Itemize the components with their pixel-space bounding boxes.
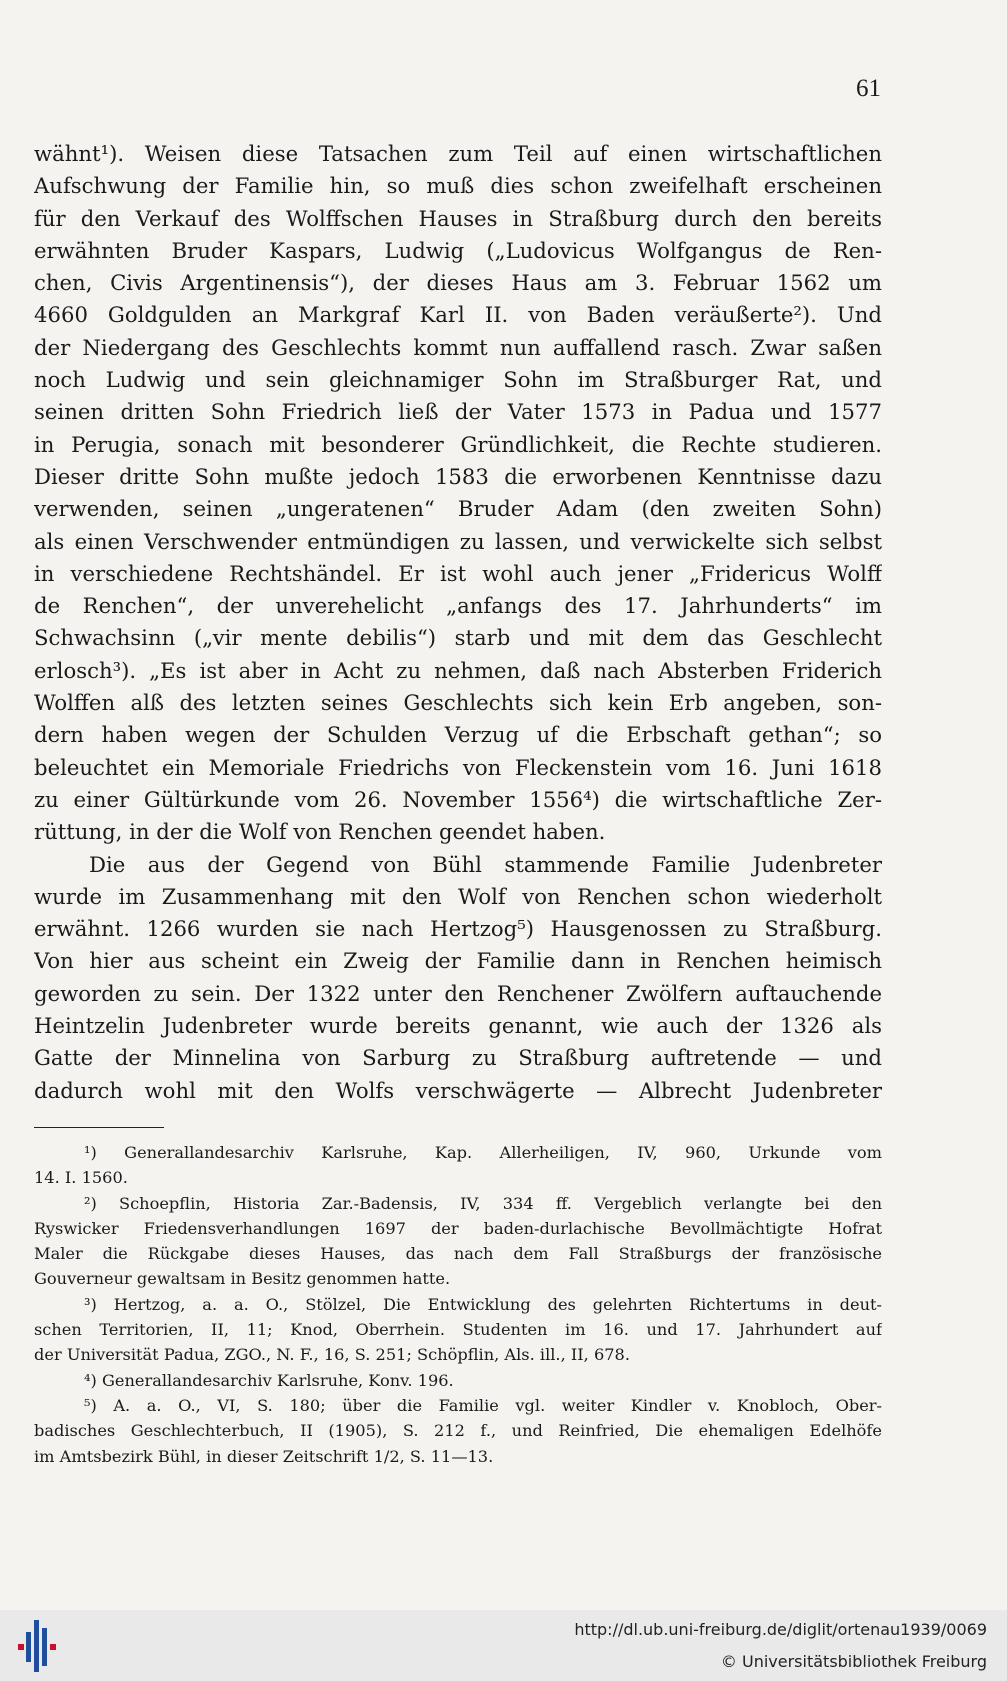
viewer-footer-bar xyxy=(0,1610,1007,1681)
text-line: in Perugia, sonach mit besonderer Gründlichkeit, die Rechte studieren. xyxy=(34,431,882,457)
text-line: wurde im Zusammenhang mit den Wolf von Renchen schon wiederholt xyxy=(34,883,882,909)
text-line: Aufschwung der Familie hin, so muß dies schon zweifelhaft erscheinen xyxy=(34,173,882,199)
text-line: noch Ludwig und sein gleichnamiger Sohn im Straßburger Rat, und xyxy=(34,367,882,393)
footnote-line: Maler die Rückgabe dieses Hauses, das nach dem Fall Straßburgs der französische xyxy=(34,1244,882,1264)
text-line: de Renchen“, der unverehelicht „anfangs des 17. Jahrhunderts“ im xyxy=(34,593,882,619)
text-line: dadurch wohl mit den Wolfs verschwägerte — Albrecht Judenbreter xyxy=(34,1077,882,1103)
text-line: Wolffen alß des letzten seines Geschlechts sich kein Erb angeben, son- xyxy=(34,690,882,716)
text-line: wähnt¹). Weisen diese Tatsachen zum Teil auf einen wirtschaftlichen xyxy=(34,141,882,166)
text-line: Heintzelin Judenbreter wurde bereits genannt, wie auch der 1326 als xyxy=(34,1013,882,1039)
text-line: für den Verkauf des Wolffschen Hauses in Straßburg durch den bereits xyxy=(34,205,882,231)
footnote-line: schen Territorien, II, 11; Knod, Oberrhein. Studenten im 16. und 17. Jahrhundert auf xyxy=(34,1320,882,1340)
footnote-line: ¹) Generallandesarchiv Karlsruhe, Kap. Allerheiligen, IV, 960, Urkunde vom xyxy=(84,1143,882,1162)
footnote-divider xyxy=(34,1127,164,1128)
text-line: zu einer Gültürkunde vom 26. November 1556⁴) die wirtschaftliche Zer- xyxy=(34,786,882,812)
text-line: erlosch³). „Es ist aber in Acht zu nehmen, daß nach Absterben Friderich xyxy=(34,657,882,683)
footnotes xyxy=(34,1140,882,1469)
ub-freiburg-logo-icon[interactable] xyxy=(14,1618,64,1674)
text-line: dern haben wegen der Schulden Verzug uf die Erbschaft gethan“; so xyxy=(34,722,882,748)
footnote-line: ⁵) A. a. O., VI, S. 180; über die Familie vgl. weiter Kindler v. Knobloch, Ober- xyxy=(84,1395,882,1415)
text-line: Von hier aus scheint ein Zweig der Familie dann in Renchen heimisch xyxy=(34,948,882,974)
footnote-line: ²) Schoepflin, Historia Zar.-Badensis, IV, 334 ff. Vergeblich verlangte bei den xyxy=(84,1193,882,1213)
text-line: 4660 Goldgulden an Markgraf Karl II. von Baden veräußerte²). Und xyxy=(34,302,882,328)
text-line: erwähnten Bruder Kaspars, Ludwig („Ludovicus Wolfgangus de Ren- xyxy=(34,237,882,263)
text-line: Gatte der Minnelina von Sarburg zu Straßburg auftretende — und xyxy=(34,1045,882,1071)
text-line: seinen dritten Sohn Friedrich ließ der Vater 1573 in Padua und 1577 xyxy=(34,399,882,425)
footnote-line: im Amtsbezirk Bühl, in dieser Zeitschrift 1/2, S. 11—13. xyxy=(34,1446,494,1466)
footnote-line: ⁴) Generallandesarchiv Karlsruhe, Konv. 196. xyxy=(84,1370,454,1390)
text-line: Schwachsinn („vir mente debilis“) starb und mit dem das Geschlecht xyxy=(34,625,882,651)
footnote-line: 14. I. 1560. xyxy=(34,1168,128,1188)
text-line: rüttung, in der die Wolf von Renchen geendet haben. xyxy=(34,819,606,845)
footnote-line: ³) Hertzog, a. a. O., Stölzel, Die Entwicklung des gelehrten Richtertums in deut- xyxy=(84,1294,882,1314)
copyright-text: © Universitätsbibliothek Freiburg xyxy=(720,1652,987,1671)
footnote-line: Ryswicker Friedensverhandlungen 1697 der baden-durlachische Bevollmächtigte Hofrat xyxy=(34,1218,882,1238)
footnote-line: badisches Geschlechterbuch, II (1905), S. 212 f., und Reinfried, Die ehemaligen Edelhöfe xyxy=(34,1421,882,1441)
text-line: als einen Verschwender entmündigen zu lassen, und verwickelte sich selbst xyxy=(34,528,882,554)
body-text xyxy=(34,138,882,1107)
text-line: verwenden, seinen „ungeratenen“ Bruder Adam (den zweiten Sohn) xyxy=(34,496,882,522)
text-line: in verschiedene Rechtshändel. Er ist wohl auch jener „Fridericus Wolff xyxy=(34,560,882,586)
text-line: Die aus der Gegend von Bühl stammende Familie Judenbreter xyxy=(89,851,882,877)
page-number: 61 xyxy=(856,75,881,102)
footnote-line: Gouverneur gewaltsam in Besitz genommen hatte. xyxy=(34,1269,451,1289)
text-line: Dieser dritte Sohn mußte jedoch 1583 die erworbenen Kenntnisse dazu xyxy=(34,463,882,489)
document-url-link[interactable]: http://dl.ub.uni-freiburg.de/diglit/ortenau1939/0069 xyxy=(574,1620,987,1639)
text-line: erwähnt. 1266 wurden sie nach Hertzog⁵) Hausgenossen zu Straßburg. xyxy=(34,916,882,942)
footnote-line: der Universität Padua, ZGO., N. F., 16, S. 251; Schöpflin, Als. ill., II, 678. xyxy=(34,1345,630,1365)
text-line: beleuchtet ein Memoriale Friedrichs von Fleckenstein vom 16. Juni 1618 xyxy=(34,754,882,780)
text-line: der Niedergang des Geschlechts kommt nun auffallend rasch. Zwar saßen xyxy=(34,334,882,360)
text-line: geworden zu sein. Der 1322 unter den Renchener Zwölfern auftauchende xyxy=(34,980,882,1006)
text-line: chen, Civis Argentinensis“), der dieses Haus am 3. Februar 1562 um xyxy=(34,270,882,296)
